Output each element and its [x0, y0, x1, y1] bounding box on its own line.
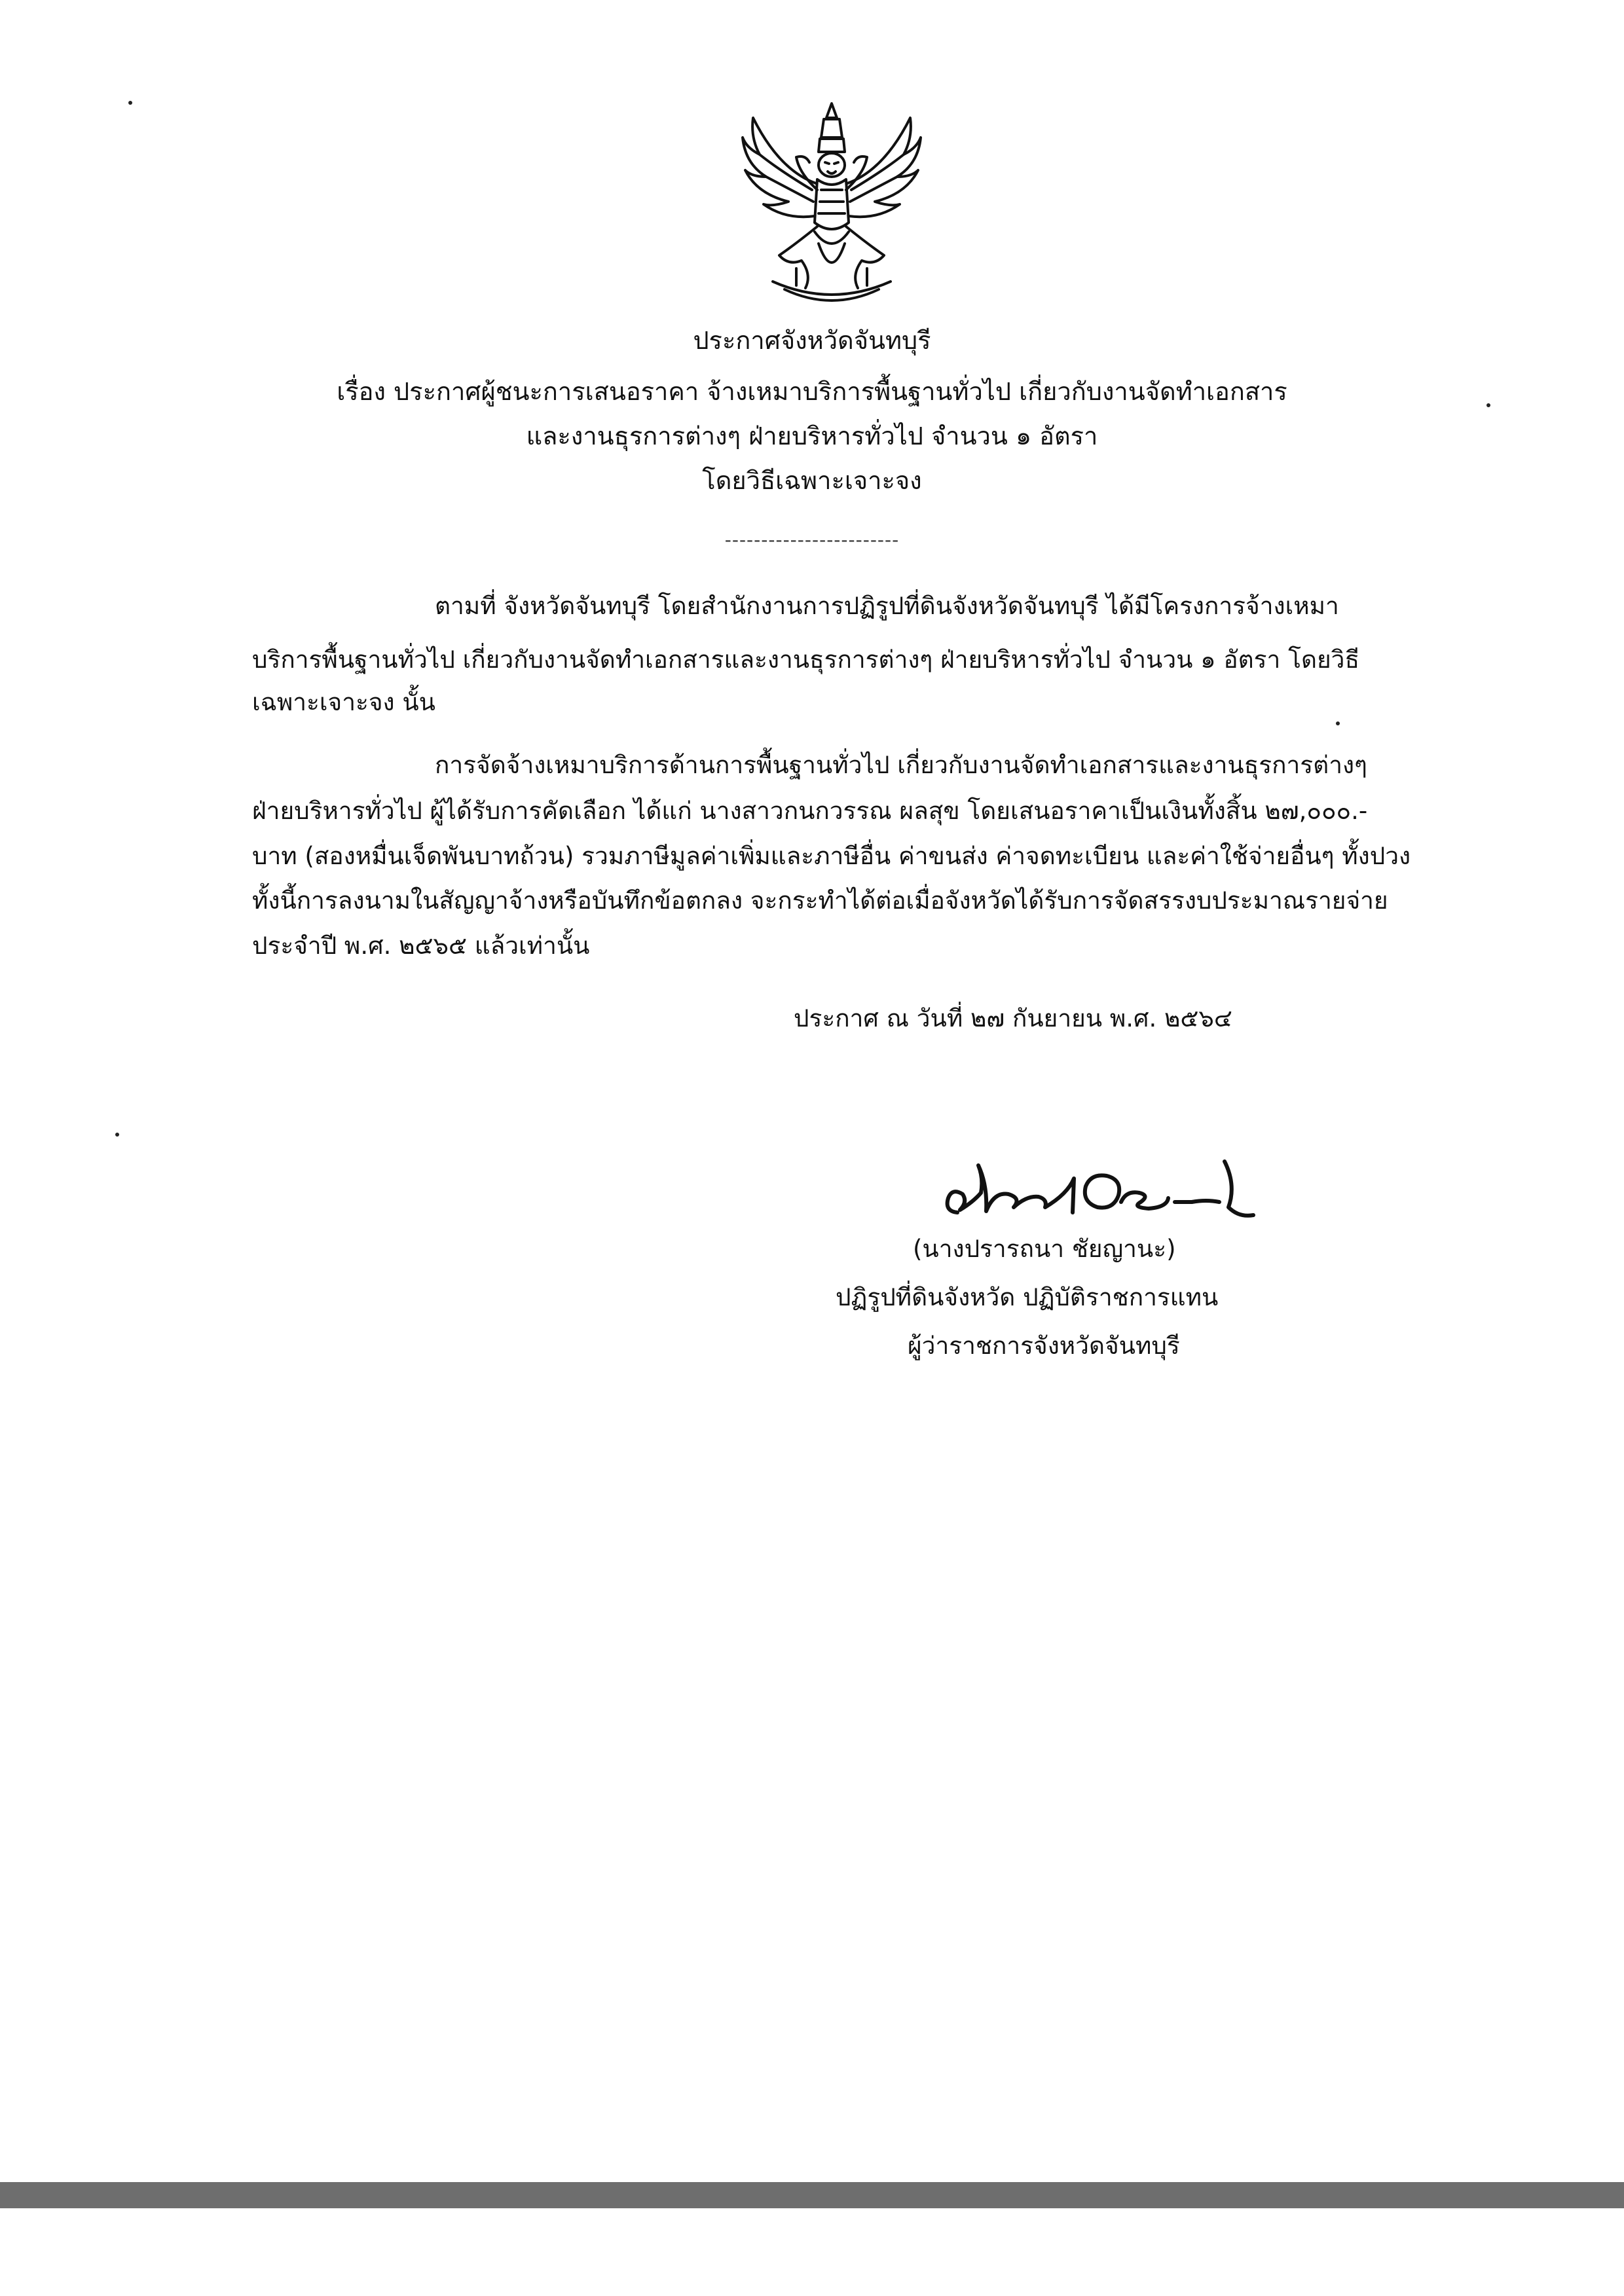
scanner-edge-band: [0, 2182, 1624, 2208]
paragraph-2-line-1: การจัดจ้างเหมาบริการด้านการพื้นฐานทั่วไป เกี่ยวกับงานจัดทำเอกสารและงานธุรการต่างๆ: [435, 751, 1367, 779]
subject-line-1: เรื่อง ประกาศผู้ชนะการเสนอราคา จ้างเหมาบริการพื้นฐานทั่วไป เกี่ยวกับงานจัดทำเอกสาร: [337, 377, 1287, 406]
document-title: ประกาศจังหวัดจันทบุรี: [693, 326, 931, 355]
signatory-name: (นางปรารถนา ชัยญานะ): [913, 1235, 1176, 1263]
handwritten-signature-icon: [910, 1139, 1264, 1231]
paragraph-2-line-4: ทั้งนี้การลงนามในสัญญาจ้างหรือบันทึกข้อตกลง จะกระทำได้ต่อเมื่อจังหวัดได้รับการจัดสรรงบประมาณรายจ่าย: [252, 886, 1388, 915]
garuda-emblem-icon: [733, 92, 930, 314]
header-divider: ------------------------: [724, 529, 900, 551]
paragraph-2-line-3: บาท (สองหมื่นเจ็ดพันบาทถ้วน) รวมภาษีมูลค่าเพิ่มและภาษีอื่น ค่าขนส่ง ค่าจดทะเบียน และค่าใช้จ่ายอื่นๆ ทั้งปวง: [252, 842, 1411, 870]
paragraph-1-line-1: ตามที่ จังหวัดจันทบุรี โดยสำนักงานการปฏิรูปที่ดินจังหวัดจันทบุรี ได้มีโครงการจ้างเหมา: [435, 592, 1339, 620]
signatory-position-2: ผู้ว่าราชการจังหวัดจันทบุรี: [908, 1332, 1180, 1360]
paragraph-1-line-2: บริการพื้นฐานทั่วไป เกี่ยวกับงานจัดทำเอกสารและงานธุรการต่างๆ ฝ่ายบริหารทั่วไป จำนวน ๑ อัตรา โดยวิธี: [252, 646, 1360, 674]
paragraph-2-line-5: ประจำปี พ.ศ. ๒๕๖๕ แล้วเท่านั้น: [252, 932, 590, 960]
scan-speck: [115, 1133, 119, 1137]
subject-line-2: และงานธุรการต่างๆ ฝ่ายบริหารทั่วไป จำนวน ๑ อัตรา: [526, 422, 1098, 450]
signatory-position-1: ปฏิรูปที่ดินจังหวัด ปฏิบัติราชการแทน: [836, 1283, 1219, 1311]
paragraph-2-line-2: ฝ่ายบริหารทั่วไป ผู้ได้รับการคัดเลือก ได้แก่ นางสาวกนกวรรณ ผลสุข โดยเสนอราคาเป็นเงินทั้งสิ้น ๒๗,๐๐๐.-: [252, 797, 1368, 825]
announcement-date: ประกาศ ณ วันที่ ๒๗ กันยายน พ.ศ. ๒๕๖๔: [794, 1004, 1232, 1032]
paragraph-1-line-3: เฉพาะเจาะจง นั้น: [252, 688, 435, 716]
subject-line-3: โดยวิธีเฉพาะเจาะจง: [702, 466, 922, 495]
scan-speck: [1336, 721, 1340, 725]
scan-speck: [128, 101, 132, 105]
scan-speck: [1486, 403, 1490, 407]
